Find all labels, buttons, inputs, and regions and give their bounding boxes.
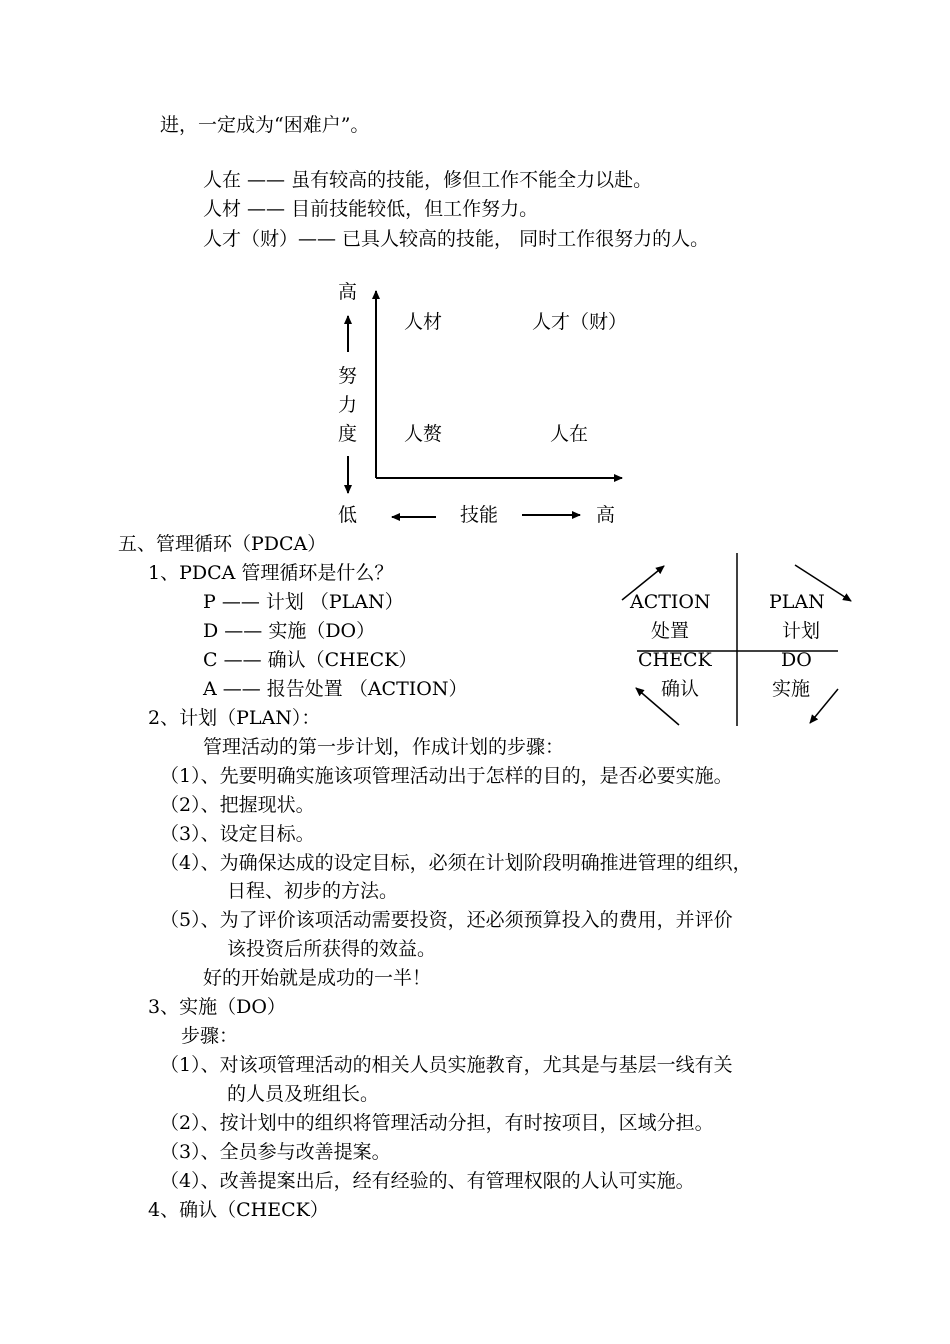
plan-step-5: （5）、为了评价该项活动需要投资，还必须预算投入的费用，并评价 — [160, 909, 733, 931]
section-heading: 五、管理循环（PDCA） — [118, 533, 327, 555]
quadrant-top-right: 人才（财） — [532, 311, 628, 333]
cycle-action-en: ACTION — [630, 591, 711, 613]
plan-step-2: （2）、把握现状。 — [160, 794, 315, 816]
x-axis-label: 技能 — [460, 504, 499, 526]
plan-motto: 好的开始就是成功的一半！ — [203, 967, 432, 989]
y-low-label: 低 — [338, 504, 358, 526]
type-renzai: 人在 —— 虽有较高的技能，修但工作不能全力以赴。 — [203, 169, 653, 191]
pdca-item-p: P —— 计划 （PLAN） — [203, 591, 404, 613]
pdca-question: 1、PDCA 管理循环是什么？ — [148, 562, 394, 584]
cycle-plan-cn: 计划 — [782, 620, 821, 642]
y-axis-char-2: 力 — [338, 394, 358, 416]
do-sub: 步骤： — [181, 1025, 239, 1047]
do-step-2: （2）、按计划中的组织将管理活动分担，有时按项目，区域分担。 — [160, 1112, 714, 1134]
x-high-label: 高 — [596, 504, 616, 526]
do-heading: 3、实施（DO） — [148, 996, 286, 1018]
do-step-3: （3）、全员参与改善提案。 — [160, 1141, 391, 1163]
plan-step-5-cont: 该投资后所获得的效益。 — [227, 938, 437, 960]
cycle-arrow-bottom-right — [810, 689, 838, 723]
cycle-do-cn: 实施 — [772, 678, 811, 700]
cycle-plan-en: PLAN — [769, 591, 825, 613]
type-rencai-talent: 人才（财）—— 已具人较高的技能， 同时工作很努力的人。 — [203, 228, 710, 250]
y-axis-char-3: 度 — [338, 423, 358, 445]
y-high-label: 高 — [338, 281, 358, 303]
plan-step-1: （1）、先要明确实施该项管理活动出于怎样的目的，是否必要实施。 — [160, 765, 733, 787]
cycle-check-cn: 确认 — [661, 678, 700, 700]
pdca-item-a: A —— 报告处置 （ACTION） — [203, 678, 468, 700]
pdca-item-d: D —— 实施（DO） — [203, 620, 376, 642]
do-step-4: （4）、改善提案出后，经有经验的、有管理权限的人认可实施。 — [160, 1170, 695, 1192]
plan-step-4: （4）、为确保达成的设定目标，必须在计划阶段明确推进管理的组织， — [160, 852, 752, 874]
plan-intro: 管理活动的第一步计划，作成计划的步骤： — [203, 736, 565, 758]
quadrant-bottom-right: 人在 — [550, 423, 589, 445]
pdca-item-c: C —— 确认（CHECK） — [203, 649, 418, 671]
plan-step-3: （3）、设定目标。 — [160, 823, 315, 845]
do-step-1: （1）、对该项管理活动的相关人员实施教育，尤其是与基层一线有关 — [160, 1054, 733, 1076]
cycle-check-en: CHECK — [638, 649, 712, 671]
plan-step-4-cont: 日程、初步的方法。 — [227, 880, 399, 902]
check-heading: 4、确认（CHECK） — [148, 1199, 329, 1221]
type-rencai-material: 人材 —— 目前技能较低，但工作努力。 — [203, 198, 539, 220]
cycle-do-en: DO — [781, 649, 812, 671]
y-axis-char-1: 努 — [338, 365, 358, 387]
plan-heading: 2、计划（PLAN）： — [148, 707, 321, 729]
intro-line: 进，一定成为“困难户”。 — [160, 114, 370, 136]
cycle-action-cn: 处置 — [651, 620, 690, 642]
quadrant-top-left: 人材 — [404, 311, 443, 333]
do-step-1-cont: 的人员及班组长。 — [227, 1083, 380, 1105]
quadrant-bottom-left: 人赘 — [404, 423, 443, 445]
